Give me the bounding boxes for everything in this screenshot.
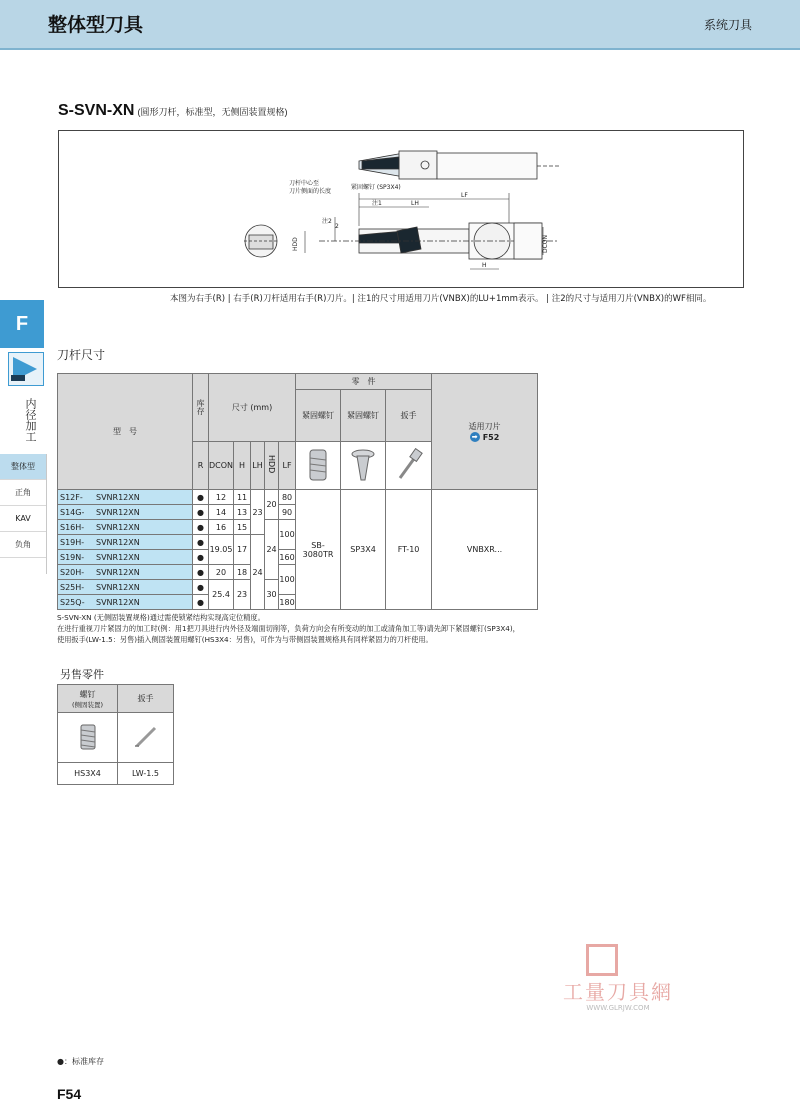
label-h: H: [482, 262, 487, 269]
sidebar-vertical-label: 内径加工: [24, 398, 37, 442]
label-note2: 注2: [322, 218, 332, 225]
clamp-screw-image: [296, 442, 341, 490]
table-row-model: S25H- SVNR12XN: [58, 580, 193, 595]
watermark: [538, 944, 698, 1014]
label-center-to-insert-2: 刀片侧面的长度: [289, 188, 332, 195]
h-cell: 11: [234, 490, 251, 505]
model-code: S-SVN-XN: [58, 102, 135, 119]
stock-cell: ●: [193, 520, 209, 535]
h-cell: 23: [234, 580, 251, 610]
lh-cell: 23: [251, 490, 265, 535]
lf-cell: 160: [279, 550, 296, 565]
header-dcon: DCON: [209, 442, 234, 490]
watermark-logo: [586, 944, 618, 976]
watermark-text: 工量刀具網: [563, 980, 673, 1004]
label-dcon: DCON: [542, 234, 549, 253]
dcon-cell: 20: [209, 565, 234, 580]
lf-cell: 100: [279, 565, 296, 595]
stock-cell: ●: [193, 490, 209, 505]
acc-screw-value: HS3X4: [58, 763, 118, 785]
lf-cell: 180: [279, 595, 296, 610]
spec-footnotes: [57, 612, 520, 645]
lf-cell: 100: [279, 520, 296, 550]
lh-cell: 24: [251, 535, 265, 610]
dcon-cell: 25.4: [209, 580, 234, 610]
insert-page-ref[interactable]: ➡ F52: [470, 432, 500, 442]
sidebar-divider: [46, 454, 47, 574]
header-hdd: HDD: [265, 442, 279, 490]
stock-cell: ●: [193, 565, 209, 580]
label-note1: 注1: [372, 200, 382, 207]
acc-wrench-value: LW-1.5: [118, 763, 174, 785]
tool-drawing: [59, 131, 745, 289]
header-model: 型 号: [58, 374, 193, 490]
lf-cell: 90: [279, 505, 296, 520]
header-r: R: [193, 442, 209, 490]
header-clamp-screw: 紧固螺钉: [296, 390, 341, 442]
hdd-cell: 24: [265, 520, 279, 580]
dcon-cell: 16: [209, 520, 234, 535]
h-cell: 17: [234, 535, 251, 565]
table-row-model: S20H- SVNR12XN: [58, 565, 193, 580]
page-title: 整体型刀具: [48, 14, 144, 36]
header-dims: 尺寸 (mm): [209, 374, 296, 442]
wrench-image: [386, 442, 432, 490]
accessories-table: [57, 684, 174, 785]
header-h: H: [234, 442, 251, 490]
sidebar-item-solid[interactable]: 整体型: [0, 454, 46, 480]
wrench-value: FT-10: [386, 490, 432, 610]
hdd-cell: 20: [265, 490, 279, 520]
insert-value: VNBXR...: [432, 490, 538, 610]
arrow-right-icon: ➡: [470, 432, 480, 442]
stock-cell: ●: [193, 550, 209, 565]
footnote-line: S-SVN-XN (无侧固装置规格)通过需使锁紧结构实现高定位精度。: [57, 613, 265, 622]
sidebar-nav: [0, 454, 46, 558]
header-wrench: 扳手: [386, 390, 432, 442]
header-parts: 零 件: [296, 374, 432, 390]
h-cell: 18: [234, 565, 251, 580]
header-fix-screw: 紧固螺钉: [341, 390, 386, 442]
table-row-model: S16H- SVNR12XN: [58, 520, 193, 535]
sidebar-item-negative[interactable]: 负角: [0, 532, 46, 558]
fix-screw-value: SP3X4: [341, 490, 386, 610]
lf-cell: 80: [279, 490, 296, 505]
footnote-line: 在进行重视刀片紧固力的加工时(例：用1把刀具进行内外径及端面切削等，负荷方向会有所变动的加工或清角加工等)请先卸下紧固螺钉(SP3X4)，: [57, 624, 520, 633]
footnote-line: 使用扳手(LW-1.5：另售)插入侧固装置用螺钉(HS3X4：另售)，可作为与带侧固装置规格具有同样紧固力的刀杆使用。: [57, 635, 433, 644]
diagram-note: 本图为右手(R) | 右手(R)刀杆适用右手(R)刀片。| 注1的尺寸用适用刀片(VNBX)的LU+1mm表示。 | 注2的尺寸与适用刀片(VNBX)的WF相同。: [170, 294, 712, 304]
watermark-url: WWW.GLRJW.COM: [586, 1004, 650, 1012]
section-letter-tab[interactable]: F: [0, 300, 44, 348]
header-divider: [0, 48, 800, 50]
page-number: F54: [57, 1086, 82, 1102]
sidebar-item-kav[interactable]: KAV: [0, 506, 46, 532]
table-row-model: S19H- SVNR12XN: [58, 535, 193, 550]
label-lh: LH: [411, 200, 419, 207]
fix-screw-image: [341, 442, 386, 490]
acc-header-wrench: 扳手: [118, 685, 174, 713]
header-stock: 库存: [193, 374, 209, 442]
model-subtitle: (圆形刀杆，标准型，无侧固装置规格): [137, 107, 288, 117]
header-lh: LH: [251, 442, 265, 490]
stock-cell: ●: [193, 595, 209, 610]
label-clamp-screw: 紧固螺钉 (SP3X4): [351, 184, 401, 191]
acc-wrench-image: [118, 713, 174, 763]
dcon-cell: 14: [209, 505, 234, 520]
label-two: 2: [335, 223, 339, 230]
dcon-cell: 19.05: [209, 535, 234, 565]
model-title: [58, 102, 287, 120]
table-row-model: S19N- SVNR12XN: [58, 550, 193, 565]
tool-diagram: [58, 130, 744, 288]
label-lf: LF: [461, 192, 468, 199]
label-hdd: HDD: [292, 237, 299, 251]
stock-cell: ●: [193, 580, 209, 595]
table-row-model: S12F- SVNR12XN: [58, 490, 193, 505]
table-row-model: S14G- SVNR12XN: [58, 505, 193, 520]
page-category: 系统刀具: [703, 18, 752, 32]
boring-bar-icon: [8, 352, 44, 386]
label-center-to-insert: 刀杆中心至: [289, 180, 320, 187]
spec-table: [57, 373, 538, 610]
sidebar-item-positive[interactable]: 正角: [0, 480, 46, 506]
stock-cell: ●: [193, 505, 209, 520]
header-insert: 适用刀片 ➡ F52: [432, 374, 538, 490]
acc-header-screw: 螺钉 (侧固装置): [58, 685, 118, 713]
acc-screw-image: [58, 713, 118, 763]
header-lf: LF: [279, 442, 296, 490]
table-row-model: S25Q- SVNR12XN: [58, 595, 193, 610]
accessories-title: 另售零件: [60, 668, 104, 681]
stock-cell: ●: [193, 535, 209, 550]
spec-section-title: 刀杆尺寸: [57, 348, 106, 362]
stock-legend: ●：标准库存: [57, 1057, 104, 1066]
h-cell: 15: [234, 520, 251, 535]
hdd-cell: 30: [265, 580, 279, 610]
clamp-screw-value: SB-3080TR: [296, 490, 341, 610]
h-cell: 13: [234, 505, 251, 520]
dcon-cell: 12: [209, 490, 234, 505]
page-header: [0, 0, 800, 48]
